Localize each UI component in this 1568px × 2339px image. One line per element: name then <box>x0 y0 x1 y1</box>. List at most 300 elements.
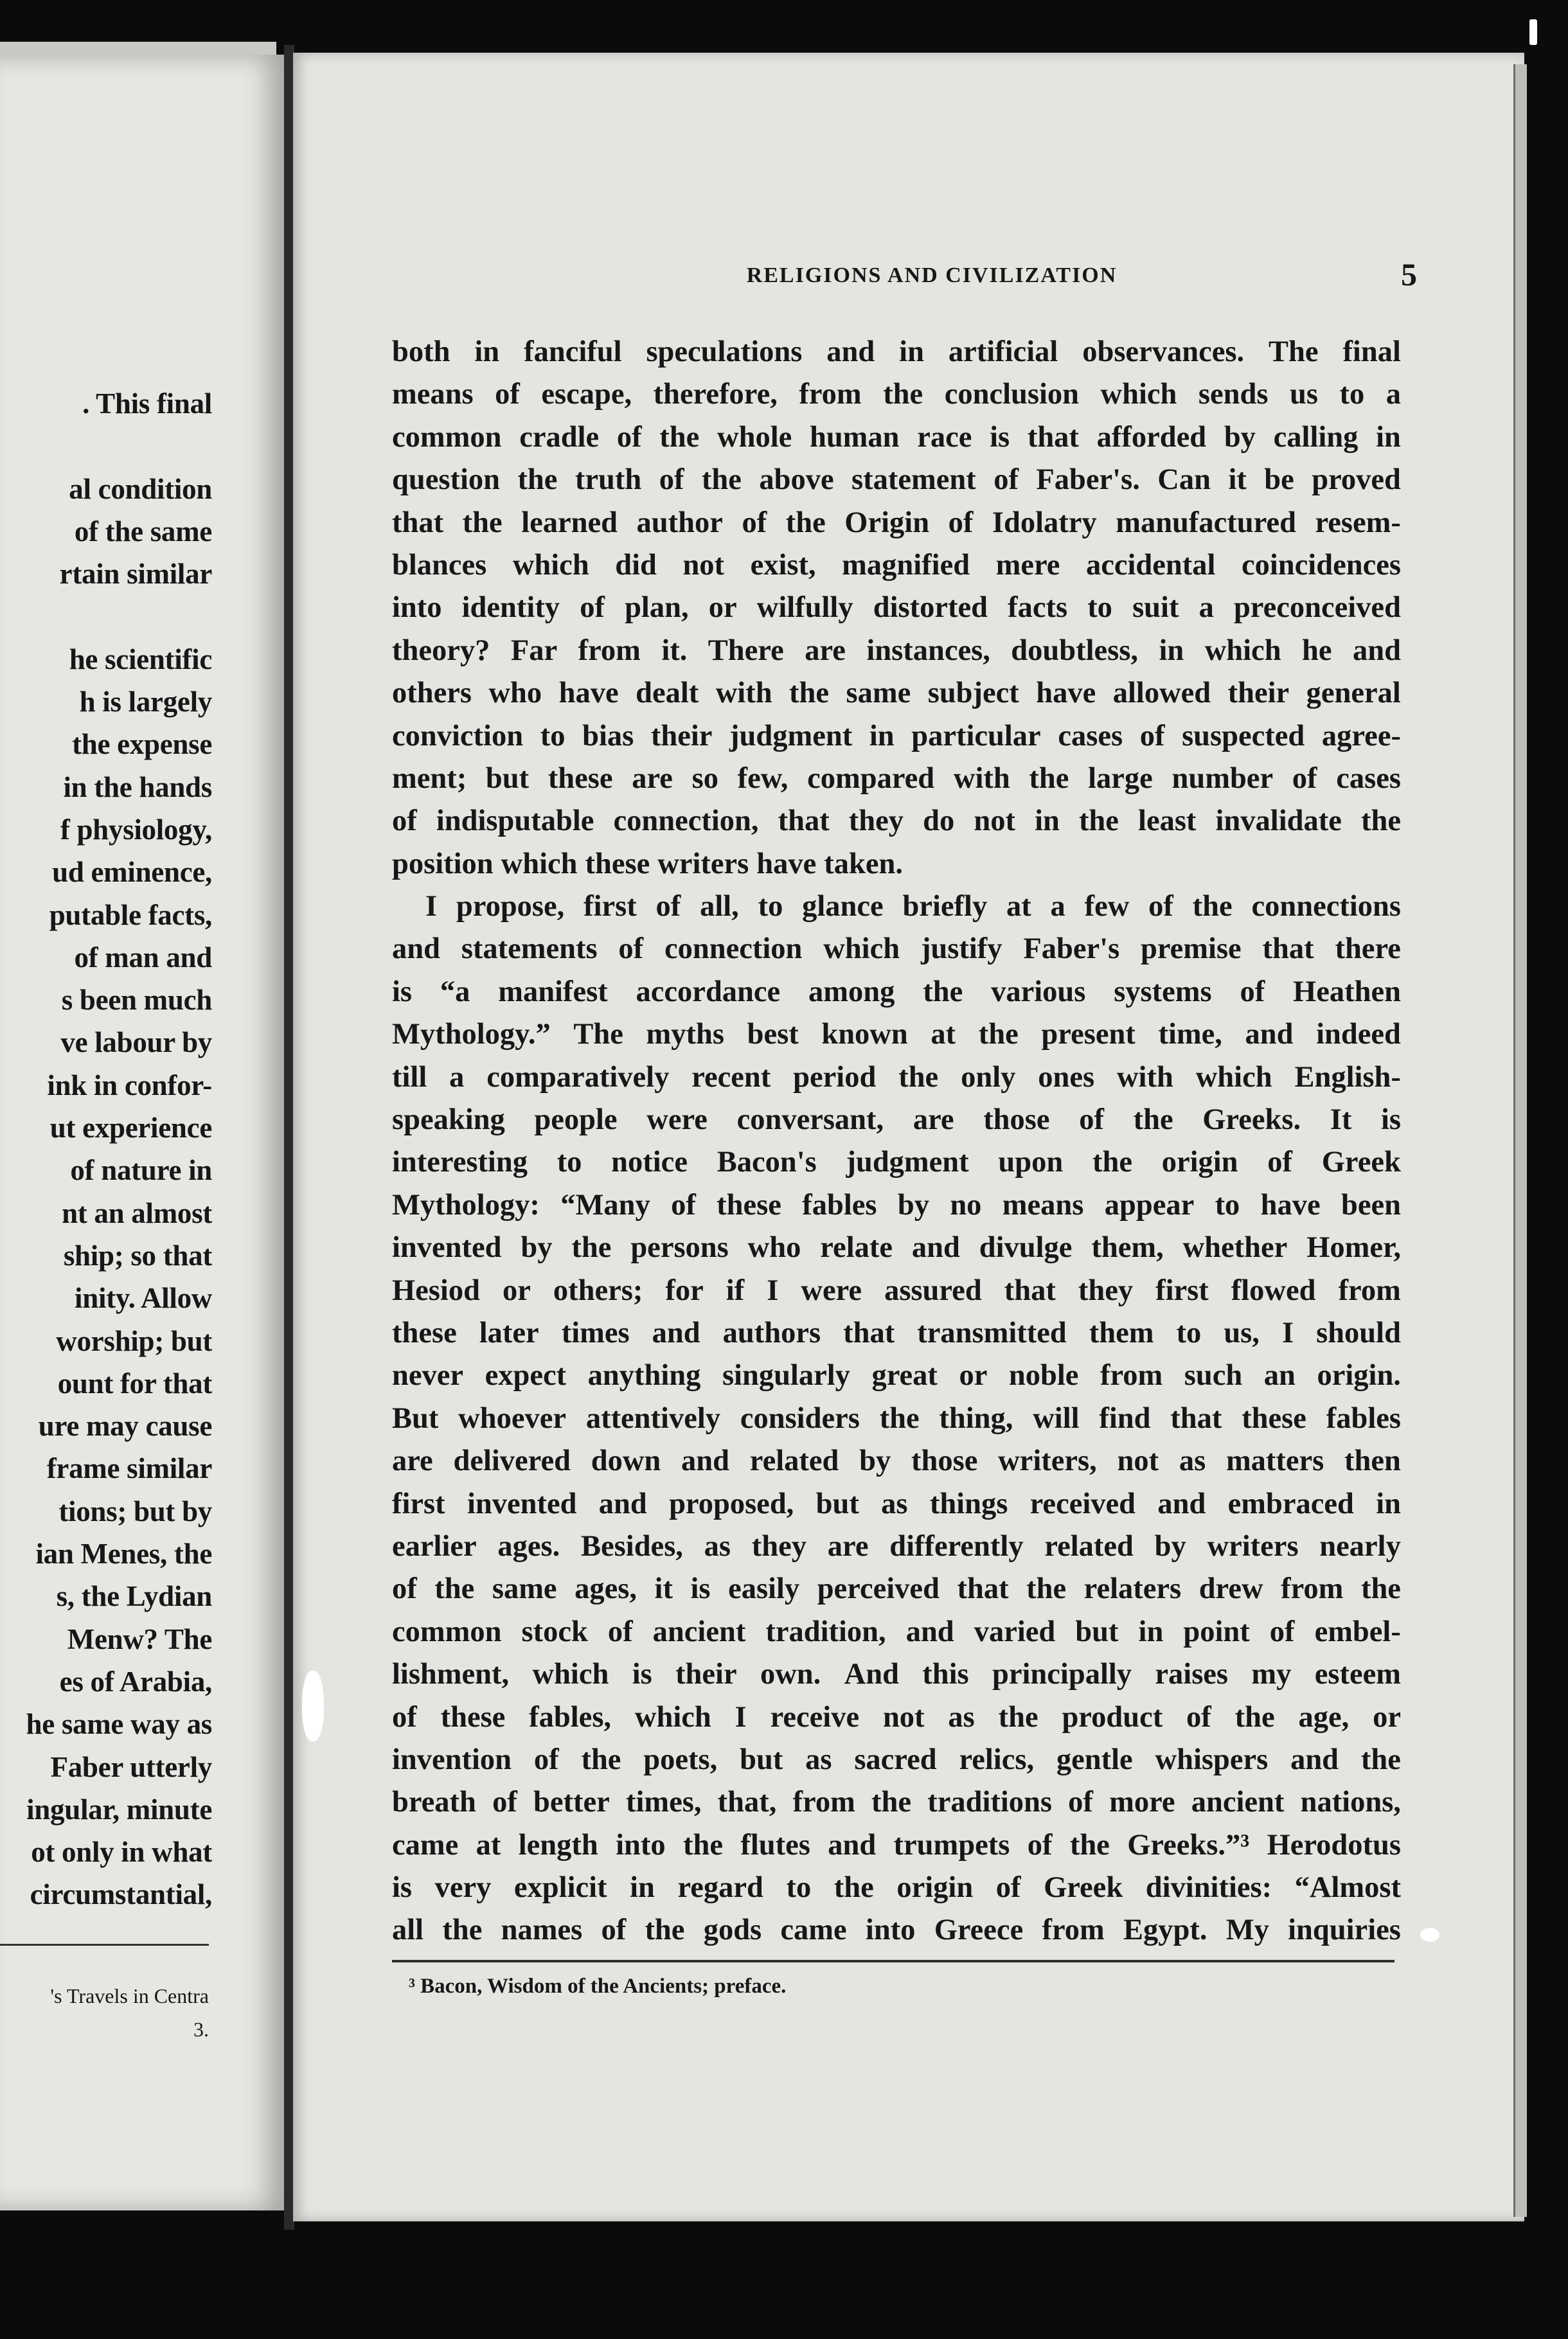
word: nearly <box>1319 1529 1401 1563</box>
word: gods <box>703 1914 762 1947</box>
word: inquiries <box>1288 1914 1401 1947</box>
word: earlier <box>392 1529 477 1563</box>
word: an <box>1263 1359 1296 1392</box>
text-line <box>392 1867 1401 1909</box>
word: time, <box>1158 1018 1222 1051</box>
page-edge <box>1513 64 1527 2217</box>
left-page-line <box>0 595 212 637</box>
word: final <box>1342 335 1401 368</box>
word: that <box>1027 420 1079 454</box>
word: the <box>434 1572 475 1606</box>
word: those <box>983 1103 1050 1137</box>
word: the <box>789 677 830 710</box>
word: at <box>931 1018 956 1051</box>
word: Can <box>1157 463 1211 497</box>
word: Far <box>510 634 558 667</box>
word: of <box>655 890 681 923</box>
word: tradition, <box>765 1615 886 1648</box>
word: of <box>1269 1615 1295 1648</box>
word: Mythology: <box>392 1188 540 1222</box>
word: are <box>632 761 673 795</box>
left-page-line: inity. Allow <box>75 1282 212 1315</box>
word: first <box>584 890 637 923</box>
word: the <box>1360 1572 1401 1606</box>
word: Egypt. <box>1123 1914 1207 1947</box>
word: Origin <box>844 506 930 539</box>
word: indeed <box>1316 1018 1401 1051</box>
word: have <box>1260 1188 1321 1222</box>
body-text <box>392 331 1401 1952</box>
word: suspected <box>1182 719 1305 752</box>
word: author <box>636 506 723 539</box>
word: times <box>561 1316 630 1349</box>
word: of <box>1186 1700 1211 1734</box>
word: of <box>607 1615 633 1648</box>
word: such <box>1184 1359 1243 1392</box>
word: at <box>1006 890 1031 923</box>
left-page-line: ount for that <box>57 1367 212 1400</box>
word: differently <box>889 1529 1024 1563</box>
text-line <box>392 971 1401 1013</box>
left-page-line: ink in confor- <box>47 1069 212 1101</box>
word: the <box>1078 805 1119 838</box>
word: large <box>1088 761 1153 795</box>
word: origin. <box>1317 1359 1401 1392</box>
word: question <box>392 463 500 497</box>
word: these <box>1242 1401 1306 1435</box>
word: coincidences <box>1242 548 1401 582</box>
word: as <box>948 1700 975 1734</box>
text-line <box>392 1056 1401 1099</box>
word: Greeks.”³ <box>1127 1828 1250 1862</box>
word: English- <box>1294 1060 1401 1094</box>
word: first <box>392 1487 445 1520</box>
word: origin <box>896 1871 974 1905</box>
word: blances <box>392 548 487 582</box>
text-line <box>392 630 1401 672</box>
word: period <box>793 1060 877 1094</box>
word: us, <box>1224 1316 1260 1349</box>
word: general <box>1306 677 1401 710</box>
text-line <box>392 373 1401 416</box>
word: the <box>1029 761 1069 795</box>
word: in <box>1376 420 1401 454</box>
left-page-line: of nature in <box>70 1154 212 1187</box>
word: not <box>974 805 1015 838</box>
word: or <box>959 1359 988 1392</box>
word: assured <box>884 1274 982 1307</box>
word: but <box>815 1487 859 1520</box>
word: the <box>571 1231 612 1265</box>
text-line <box>392 843 1401 885</box>
word: whispers <box>1155 1743 1269 1776</box>
word: number <box>1172 761 1274 795</box>
film-mark <box>1529 19 1537 45</box>
word: to <box>540 719 566 752</box>
word: this <box>922 1658 969 1691</box>
word: and <box>905 1615 954 1648</box>
word: of <box>618 932 644 966</box>
word: by <box>1154 1529 1186 1563</box>
word: suit <box>1132 591 1179 625</box>
word: in <box>899 335 924 368</box>
word: in <box>474 335 500 368</box>
word: more <box>1109 1786 1175 1819</box>
word: traditions <box>927 1786 1052 1819</box>
word: learned <box>521 506 618 539</box>
word: into <box>392 591 442 625</box>
text-line <box>392 1781 1401 1824</box>
word: statements <box>461 932 598 966</box>
word: and <box>826 335 875 368</box>
word: ancient <box>652 1615 746 1648</box>
word: from <box>1042 1914 1105 1947</box>
word: indisputable <box>436 805 594 838</box>
word: magnified <box>842 548 970 582</box>
word: there <box>1335 932 1401 966</box>
word: came <box>780 1914 847 1947</box>
word: Greeks. <box>1202 1103 1301 1137</box>
word: which <box>634 1700 711 1734</box>
word: regard <box>677 1871 763 1905</box>
text-line <box>392 1909 1401 1952</box>
word: The <box>573 1018 623 1051</box>
left-page-text <box>0 382 212 1916</box>
word: Faber's <box>1023 932 1120 966</box>
word: or <box>1373 1700 1401 1734</box>
left-page-line: of the same <box>74 515 212 547</box>
word: and <box>392 932 440 966</box>
word: justify <box>920 932 1002 966</box>
word: of <box>659 463 684 497</box>
word: considers <box>740 1401 860 1435</box>
word: in <box>1159 634 1184 667</box>
word: the <box>898 1060 939 1094</box>
word: ages. <box>497 1529 560 1563</box>
word: came <box>392 1828 459 1862</box>
word: were <box>646 1103 708 1137</box>
word: the <box>923 975 963 1008</box>
left-page-line: ve labour by <box>60 1026 212 1059</box>
word: that <box>843 1316 895 1349</box>
word: the <box>1192 890 1233 923</box>
word: with <box>715 677 772 710</box>
word: principally <box>992 1658 1132 1691</box>
word: by <box>897 1188 929 1222</box>
word: cases <box>1058 719 1123 752</box>
word: the <box>1069 1828 1110 1862</box>
word: at <box>476 1828 501 1862</box>
left-page-line: f physiology, <box>60 813 212 846</box>
word: by <box>1224 420 1256 454</box>
word: these <box>585 847 650 880</box>
left-page-line: ud eminence, <box>52 856 212 889</box>
word: of <box>1079 1103 1104 1137</box>
word: by <box>859 1445 891 1478</box>
word: proved <box>1312 463 1401 497</box>
text-line <box>392 544 1401 587</box>
word: drew <box>1198 1572 1263 1606</box>
word: invented <box>392 1231 502 1265</box>
word: to <box>1339 378 1365 411</box>
word: of <box>580 591 605 625</box>
text-line <box>392 1141 1401 1184</box>
word: esteem <box>1314 1658 1401 1691</box>
left-page-line: circumstantial, <box>30 1878 212 1911</box>
text-line <box>392 416 1401 459</box>
word: exist, <box>750 548 816 582</box>
text-line <box>392 1653 1401 1696</box>
word: the <box>1026 1572 1067 1606</box>
word: a <box>449 1060 465 1094</box>
text-line <box>392 758 1401 800</box>
word: of <box>993 463 1019 497</box>
word: they <box>751 1529 807 1563</box>
word: I <box>767 1274 779 1307</box>
word: embraced <box>1227 1487 1354 1520</box>
word: them, <box>1091 1231 1164 1265</box>
word: common <box>392 420 502 454</box>
word: cradle <box>519 420 600 454</box>
word: wilfully <box>756 591 853 625</box>
word: from <box>1100 1359 1163 1392</box>
left-page-line: . This final <box>82 387 212 420</box>
word: glance <box>802 890 884 923</box>
word: are <box>805 634 846 667</box>
word: they <box>1078 1274 1134 1307</box>
word: as <box>1179 1445 1206 1478</box>
left-page-footnote <box>0 1979 209 2046</box>
left-page-line: putable facts, <box>49 898 212 931</box>
word: so <box>691 761 718 795</box>
left-page-line: ure may cause <box>38 1410 212 1443</box>
left-page-line: s been much <box>61 984 212 1017</box>
word: It <box>1330 1103 1352 1137</box>
text-line <box>392 1696 1401 1739</box>
word: observances. <box>1082 335 1245 368</box>
word: common <box>392 1615 502 1648</box>
left-page-line: nt an almost <box>62 1196 212 1229</box>
word: myths <box>646 1018 724 1051</box>
word: upon <box>998 1146 1064 1179</box>
word: poets, <box>643 1743 718 1776</box>
word: have <box>756 847 817 880</box>
word: who <box>747 1231 801 1265</box>
word: Besides, <box>581 1529 683 1563</box>
word: who <box>488 677 542 710</box>
word: these <box>548 761 613 795</box>
text-line <box>392 1568 1401 1610</box>
word: great <box>871 1359 938 1392</box>
word: that <box>1170 1401 1222 1435</box>
word: invalidate <box>1215 805 1342 838</box>
word: resem- <box>1315 506 1401 539</box>
left-footnote-divider <box>0 1944 209 1946</box>
text-line <box>392 1013 1401 1056</box>
text-line <box>392 587 1401 629</box>
word: as <box>881 1487 908 1520</box>
word: interesting <box>392 1146 528 1179</box>
left-page-line: worship; but <box>56 1324 212 1357</box>
word: others <box>392 677 472 710</box>
word: first <box>1155 1274 1209 1307</box>
word: fanciful <box>524 335 622 368</box>
word: for <box>665 1274 704 1307</box>
word: these <box>392 1316 457 1349</box>
word: of <box>1027 1828 1053 1862</box>
word: into <box>616 1828 666 1862</box>
word: people <box>534 1103 618 1137</box>
word: as <box>704 1529 731 1563</box>
word: and <box>828 1828 877 1862</box>
word: least <box>1138 805 1197 838</box>
word: sacred <box>854 1743 937 1776</box>
word: afforded <box>1096 420 1207 454</box>
word: is <box>392 1871 413 1905</box>
word: will <box>1033 1401 1080 1435</box>
word: And <box>844 1658 899 1691</box>
word: therefore, <box>653 378 778 411</box>
word: expect <box>485 1359 567 1392</box>
left-page-line: frame similar <box>46 1452 212 1485</box>
word: in <box>1138 1615 1164 1648</box>
word: with <box>953 761 1010 795</box>
left-page-line: es of Arabia, <box>59 1665 212 1698</box>
word: same <box>492 1572 557 1606</box>
word: few <box>1084 890 1130 923</box>
word: whether <box>1182 1231 1288 1265</box>
word: nations, <box>1300 1786 1401 1819</box>
word: were <box>801 1274 862 1307</box>
word: things <box>929 1487 1008 1520</box>
word: these <box>440 1700 506 1734</box>
word: matters <box>1225 1445 1324 1478</box>
text-line <box>392 928 1401 970</box>
word: whoever <box>458 1401 567 1435</box>
word: of <box>533 1743 559 1776</box>
left-page-line: the expense <box>72 728 212 761</box>
word: of <box>671 1188 696 1222</box>
word: very <box>434 1871 492 1905</box>
word: all <box>392 1914 424 1947</box>
word: particular <box>911 719 1041 752</box>
word: Herodotus <box>1267 1828 1401 1862</box>
word: times, <box>625 1786 702 1819</box>
word: the <box>659 420 700 454</box>
word: writers <box>1207 1529 1299 1563</box>
word: relics, <box>959 1743 1035 1776</box>
word: is <box>990 420 1010 454</box>
word: fables <box>802 1188 877 1222</box>
word: of <box>1068 1786 1093 1819</box>
word: I <box>735 1700 747 1734</box>
word: only <box>961 1060 1016 1094</box>
word: embel- <box>1314 1615 1401 1648</box>
word: gentle <box>1056 1743 1133 1776</box>
word: are <box>913 1103 954 1137</box>
left-page-line: Faber utterly <box>50 1750 212 1783</box>
word: which <box>1195 1060 1272 1094</box>
word: accidental <box>1085 548 1216 582</box>
word: I <box>425 890 438 923</box>
word: escape, <box>541 378 632 411</box>
word: their <box>675 1658 737 1691</box>
word: which <box>1204 634 1281 667</box>
word: the <box>462 506 503 539</box>
word: which <box>501 847 578 880</box>
word: not <box>682 548 725 582</box>
word: he <box>1302 634 1332 667</box>
word: should <box>1316 1316 1401 1349</box>
word: of <box>492 1786 517 1819</box>
left-page-line: Menw? The <box>67 1623 212 1655</box>
word: fables <box>1326 1401 1401 1435</box>
word: “Almost <box>1294 1871 1401 1905</box>
word: to <box>1176 1316 1202 1349</box>
word: have <box>1036 677 1096 710</box>
word: of <box>1292 761 1317 795</box>
word: are <box>392 1445 433 1478</box>
word: means <box>392 378 474 411</box>
text-line <box>392 1398 1401 1440</box>
word: agree- <box>1321 719 1401 752</box>
left-page-line: he scientific <box>69 643 212 675</box>
word: briefly <box>902 890 988 923</box>
word: as <box>805 1743 832 1776</box>
word: few, <box>737 761 788 795</box>
word: of <box>995 1871 1021 1905</box>
word: position <box>392 847 494 880</box>
word: Greek <box>1321 1146 1401 1179</box>
word: into <box>865 1914 916 1947</box>
word: the <box>833 1871 874 1905</box>
word: which <box>1100 378 1177 411</box>
word: down <box>591 1445 661 1478</box>
word: but <box>1075 1615 1119 1648</box>
text-line <box>392 1312 1401 1355</box>
word: speculations <box>646 335 803 368</box>
word: in <box>869 719 895 752</box>
word: Greek <box>1044 1871 1123 1905</box>
word: and <box>1352 634 1401 667</box>
word: received <box>1029 1487 1136 1520</box>
word: of <box>392 1700 417 1734</box>
word: attentively <box>585 1401 721 1435</box>
word: both <box>392 335 450 368</box>
word: but <box>485 761 530 795</box>
word: that <box>778 805 830 838</box>
word: of <box>742 506 767 539</box>
left-page-line: in the hands <box>63 770 212 803</box>
word: Homer, <box>1306 1231 1401 1265</box>
word: transmitted <box>917 1316 1067 1349</box>
word: names <box>501 1914 583 1947</box>
word: them <box>1089 1316 1154 1349</box>
word: facts <box>1008 591 1068 625</box>
word: it. <box>661 634 688 667</box>
word: and <box>681 1445 730 1478</box>
word: But <box>392 1401 439 1435</box>
word: are <box>827 1529 869 1563</box>
word: of <box>1139 719 1165 752</box>
word: be <box>1264 463 1294 497</box>
word: instances, <box>866 634 990 667</box>
word: perceived <box>817 1572 940 1606</box>
text-line <box>392 1270 1401 1312</box>
word: human <box>809 420 900 454</box>
word: by <box>521 1231 553 1265</box>
word: of <box>1148 890 1173 923</box>
